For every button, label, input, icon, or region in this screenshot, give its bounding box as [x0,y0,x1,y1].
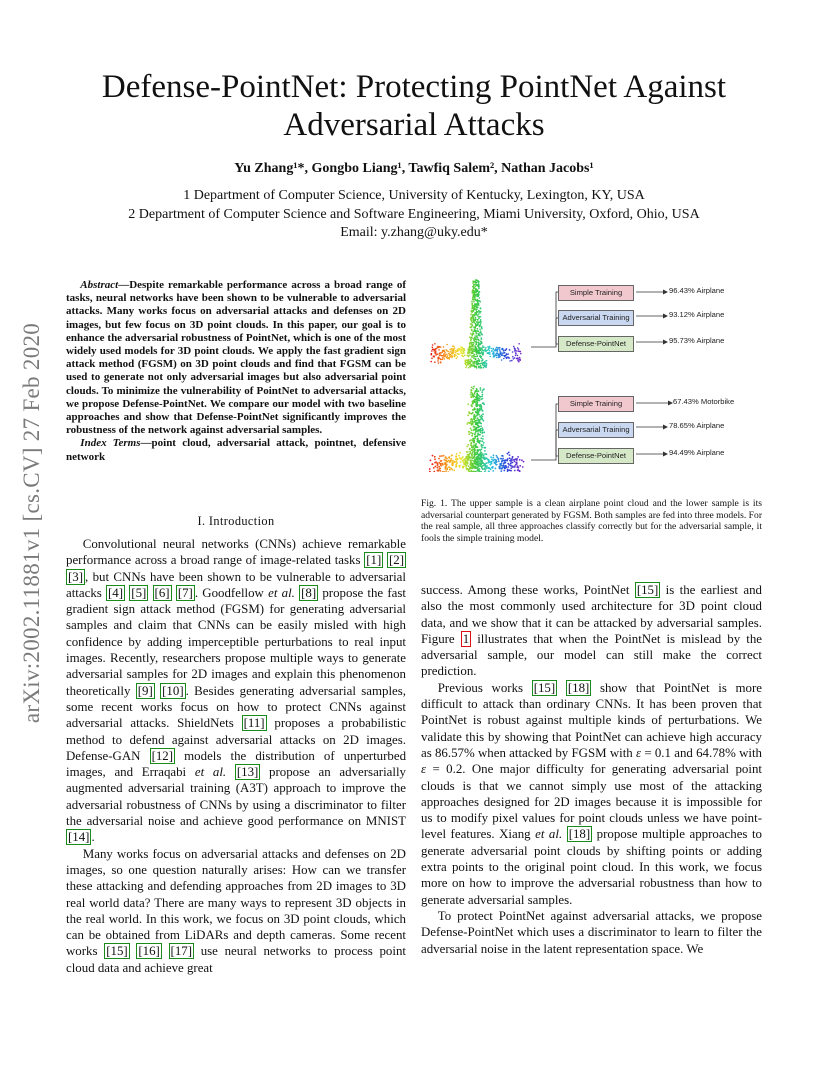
result-simple-training-top: 96.43% Airplane [669,286,725,295]
box-simple-training-bottom: Simple Training [558,396,634,412]
email: Email: y.zhang@uky.edu* [340,225,488,240]
figure-1-graphic [421,272,762,472]
box-defense-pointnet-top: Defense-PointNet [558,336,634,352]
box-defense-pointnet-bottom: Defense-PointNet [558,448,634,464]
affiliations [60,187,768,243]
result-defense-pointnet-bottom: 94.49% Airplane [669,448,725,457]
intro-left-column [66,536,406,976]
box-adversarial-training-bottom: Adversarial Training [558,422,634,438]
figure-1 [421,272,762,472]
abstract [66,279,406,464]
intro-paragraph-4: To protect PointNet against adversarial attacks, we propose Defense-PointNet which uses a discriminator to learn to filter the adversarial noise in the latent representation space. We [421,908,762,956]
arxiv-sidebar-stamp: arXiv:2002.11881v1 [cs.CV] 27 Feb 2020 [19,322,44,724]
box-simple-training-top: Simple Training [558,285,634,301]
abstract-text: —Despite remarkable performance across a broad range of tasks, neural networks have been shown to be vulnerable to adversarial attacks. Many works focus on adversarial attacks and defenses on 2D images, but few focus on 3D point clouds. In this paper, our goal is to enhance the adversarial robustness of PointNet, which is one of the most widely used models for 3D point clouds. We apply the fast gradient sign attack method (FGSM) on 3D point clouds and find that FGSM can be used to generate not only adversarial images but also adversarial point clouds. To minimize the vulnerability of PointNet to adversarial attacks, we propose Defense-PointNet. We compare our model with two baseline approaches and show that Defense-PointNet significantly improves the robustness of the network against adversarial samples. [66,279,406,437]
intro-paragraph-2-cont: success. Among these works, PointNet [15] is the earliest and also the most commonly used architecture for 3D point cloud data, and we show that it can be attacked by adversarial samples. Figure 1 illustrates that when the PointNet is mislead by the adversarial sample, our model can still make the correct prediction. [421,583,762,679]
abstract-label: Abstract [80,279,119,291]
index-terms-text: —point cloud, adversarial attack, pointnet, defensive network [66,437,406,463]
affiliation-1: 1 Department of Computer Science, University of Kentucky, Lexington, KY, USA [183,188,645,203]
author-list: Yu Zhang¹*, Gongbo Liang¹, Tawfiq Salem², Nathan Jacobs¹ [234,161,594,176]
index-terms-label: Index Terms [80,437,141,450]
intro-paragraph-1: Convolutional neural networks (CNNs) achieve remarkable performance across a broad range of image-related tasks [1] [2] [3] , but CNNs have been shown to be vulnerable to adversarial attacks [4] [5] [6] [7] . Goodfellow et al. [8] propose the fast gradient sign attack method (FGSM) for generating adversarial samples and claim that CNNs can be easily misled with high confidence by adding imperceptible perturbations to real input images. Recently, researchers propose multiple ways to generate adversarial samples for 2D images and explain this phenomenon theoretically [9] [10] . Besides generating adversarial samples, some recent works focus on how to protect CNNs against adversarial attacks. ShieldNets [11] proposes a probabilistic method to defend against adversarial attacks on 2D images. Defense-GAN [12] models the distribution of unperturbed images, and Erraqabi et al. [13] propose an adversarially augmented adversarial training (A3T) approach to improve the adversarial robustness of CNNs by using a discriminator to filter the adversarial noise and achieve good performance on MNIST [14] . [66,537,407,845]
section-heading-introduction: I. Introduction [197,514,275,528]
affiliation-2: 2 Department of Computer Science and Software Engineering, Miami University, Oxford, Ohio, USA [128,206,700,222]
intro-paragraph-3: Previous works [15] [18] show that PointNet is more difficult to attack than ordinary CNNs. It has been proven that PointNet is robust against multiple kinds of perturbations. We validate this by showing that PointNet can achieve high accuracy as 86.57% when attacked by FGSM with ε = 0.1 and 64.78% with ε = 0.2. One major difficulty for generating adversarial point clouds is that we cannot simply use most of the attacking approaches designed for 2D images because it is impossible for us to modify pixel values for point clouds unless we have point-level features. Xiang et al. [18] propose multiple approaches to generate adversarial point clouds by shifting points or adding extra points to the original point cloud. In this work, we focus more on how to improve the adversarial robustness than how to generate adversarial samples. [421,680,762,907]
airplane-point-cloud-clean [430,279,521,369]
result-adversarial-training-top: 93.12% Airplane [669,310,725,319]
box-adversarial-training-top: Adversarial Training [558,310,634,326]
result-defense-pointnet-top: 95.73% Airplane [669,336,725,345]
intro-right-column [421,582,762,957]
result-simple-training-bottom: 67.43% Motorbike [673,397,735,406]
intro-paragraph-2: Many works focus on adversarial attacks and defenses on 2D images, so one question naturally arises: How can we transfer these attacking and defending approaches from 2D images to 3D real world data? There are many ways to represent 3D objects in the real world. In this work, we focus on 3D point clouds, which can be obtained from LiDARs and depth cameras. Some recent works [15] [16] [17] use neural networks to process point cloud data and achieve great [66,846,406,975]
figure-1-caption: Fig. 1. The upper sample is a clean airplane point cloud and the lower sample is its adversarial counterpart generated by FGSM. Both samples are fed into three models. For the real sample, all three approaches classify correctly but for the adversarial sample, it fools the simple training model. [421,498,763,544]
result-adversarial-training-bottom: 78.65% Airplane [669,421,725,430]
airplane-point-cloud-adversarial [429,386,525,472]
paper-title: Defense-PointNet: Protecting PointNet Against Adversarial Attacks [101,69,727,143]
